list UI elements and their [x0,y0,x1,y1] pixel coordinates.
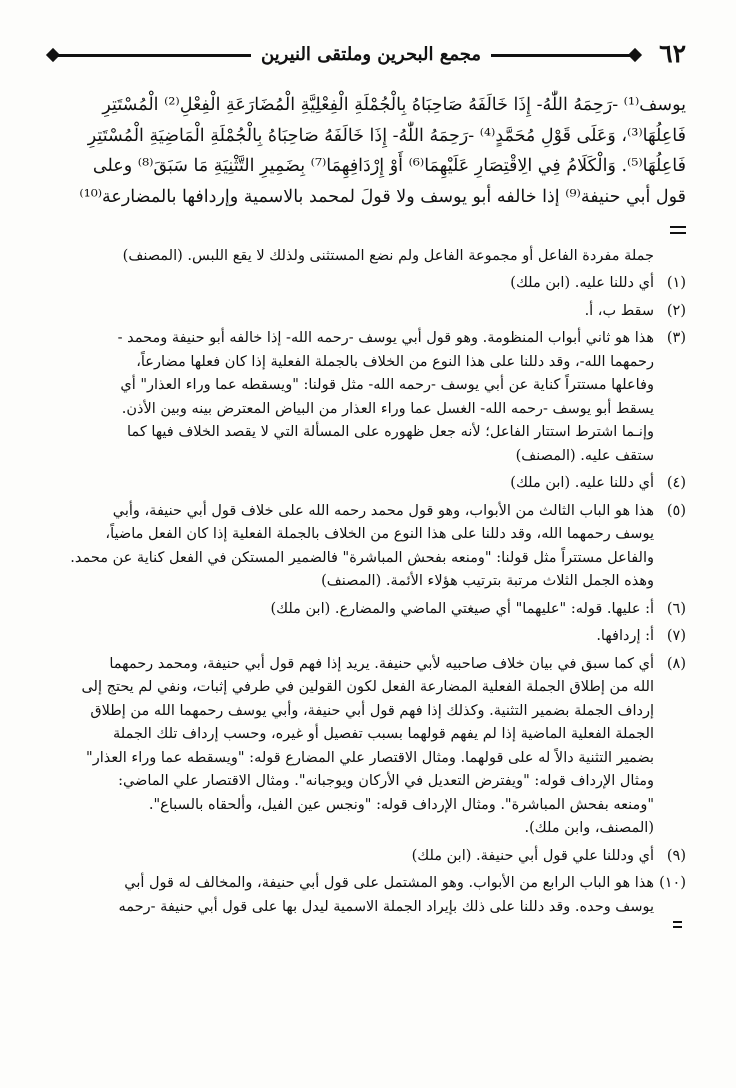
footnote-line: سقط ب، أ. [584,302,654,319]
main-text-line: يوسف⁽¹⁾ -رَحِمَهُ اللّٰهُ- إِذَا خَالَفَهُ صَاحِبَاهُ بِالْجُمْلَةِ الْفِعْلِيَّةِ الْمُضَارَعَةِ الْفِعْلِ⁽²⁾ الْمُسْتَتِرِ [102,95,686,115]
footnote-line: أي دللنا عليه. (ابن ملك) [510,475,654,491]
footnote-body [50,300,654,324]
footnote-line: يوسف وحده. وقد دللنا على ذلك بإيراد الجملة الاسمية ليدل بها على قول أبي حنيفة -رحمه [118,898,654,915]
footnote-number: (١) [666,275,686,291]
footnote-number: (٧) [666,628,686,644]
footnote-body [50,872,654,919]
page-number: ٦٢ [659,39,686,68]
main-text-line: قول أبي حنيفة⁽⁹⁾ إذا خالفه أبو يوسف ولا قولَ لمحمد بالاسمية وإردافها بالمضارعة⁽¹⁰⁾ [79,186,686,207]
footnote-body [50,625,654,649]
footnote-number: (٤) [666,475,686,491]
footnote [50,872,686,919]
footnote-line: وهذه الجمل الثلاث مرتبة بترتيب هؤلاء الأئمة. (المصنف) [321,573,654,589]
footnote-number: (٦) [666,600,686,617]
footnote-line: رحمهما الله-، وقد دللنا على هذا النوع من الخلاف بالجملة الفعلية إذا كان فعلها مضارعاً، [136,353,654,370]
footnote-line: هذا هو الباب الثالث من الأبواب، وهو قول محمد رحمه الله على خلاف قول أبي حنيفة، وأبي [112,502,654,519]
footnotes [50,244,686,919]
footnote-number: (١٠) [659,875,686,891]
main-text-line: فَاعِلُهَا⁽³⁾، وَعَلَى قَوْلِ مُحَمَّدٍ⁽⁴⁾ -رَحِمَهُ اللّٰهُ- إِذَا خَالَفَهُ صَاحِبَاهُ بِالْجُمْلَةِ الْمَاضِيَةِ الْمُسْتَتِرِ [87,125,686,146]
footnote-line: هذا هو ثاني أبواب المنظومة. وهو قول أبي يوسف -رحمه الله- إذا خالفه أبو حنيفة ومحمد - [117,330,654,346]
footnote-line: "ومنعه بفحش المباشرة". ومثال الإرداف قوله: "ونجس عين الفيل، وألحقاه بالسباع". [148,796,654,813]
footnote-line: (المصنف، وابن ملك). [524,820,654,836]
footnote-list [50,272,686,919]
footnote-body [50,472,654,496]
footnote-line: إرداف الجملة بضمير التثنية. وكذلك إذا فهم قول أبي حنيفة، وأبي يوسف رحمهما الله من إطلاق [90,702,654,719]
footnote-number: (٣) [666,330,686,346]
footnote-line: وإنـما اشترط استتار الفاعل؛ لأنه جعل ظهوره على المسألة التي لا يقصد الخلاف فيها كما [127,424,654,440]
footnote-line: وفاعلها مستتراً كناية عن أبي يوسف -رحمه الله- مثل قولنا: "ويسقطه عما وراء العذار" أي [120,377,654,393]
footnote-line: أي ودللنا علي قول أبي حنيفة. (ابن ملك) [411,847,654,864]
footnote [50,300,686,324]
diamond-ornament-left [46,48,60,62]
separator-line-top [670,226,686,228]
footnote-continuation [50,244,686,268]
continuation-mark-line [673,926,682,928]
footnote [50,500,686,594]
footnote-body [50,327,654,468]
footnote-line: أي كما سبق في بيان خلاف صاحبيه لأبي حنيفة. يريد إذا فهم قول أبي حنيفة، ومحمد رحمهما [109,655,654,672]
footnote-line: هذا هو الباب الرابع من الأبواب. وهو المشتمل على قول أبي حنيفة، والمخالف له قول أبي [124,875,654,891]
footnote-line: أي دللنا عليه. (ابن ملك) [510,275,654,291]
footnote-number: (٩) [666,847,686,864]
footnote-line: ومثال الإرداف قوله: "ويفترض التعديل في الأركان ويوجبانه". ومثال الاقتصار علي الماضي: [118,773,654,789]
footnote-line: الجملة الفعلية الماضية إذا لم يفهم قولهما بسبب تفصيل أو غيره، وحسب إرداف تلك الجملة [113,726,654,742]
footnote [50,272,686,296]
diamond-ornament-right [628,48,642,62]
footnote [50,845,686,869]
footnote [50,598,686,622]
footnote-line: ستقف عليه. (المصنف) [515,447,654,464]
footnote-number: (٢) [666,302,686,319]
footnote-body [50,845,654,869]
footnote-number: (٨) [666,655,686,672]
footnote-line: بضمير التثنية دالاً له على قولهما. ومثال الاقتصار علي المضارع قوله: "ويسقطه عما وراء العذار" [86,749,654,766]
continuation-mark [50,919,686,929]
footnote-line: الله من إطلاق الجملة الفعلية المضارعة الفعل لكون القولين في طرفي إثبات، ونفي لم يحتج إلى [81,679,654,695]
footnote-line: والفاعل مستتراً مثل قولنا: "ومنعه بفحش المباشرة" فالضمير المستكن في الفعل كناية عن محمد. [70,549,654,566]
footnote-line: يوسف رحمهما الله، وقد دللنا على هذا النوع من الخلاف بالجملة الفعلية إذا كان الفعل ماضياً، [105,526,654,542]
footnote-body [50,272,654,296]
continuation-mark-line [673,921,682,923]
footnote-separator [50,222,686,240]
footnote-body [50,598,654,622]
footnote-number: (٥) [666,502,686,519]
page-header [50,40,686,74]
footnote-continuation-line: جملة مفردة الفاعل أو مجموعة الفاعل ولم نضع المستثنى ولذلك لا يقع اللبس. (المصنف) [122,248,654,264]
footnote [50,472,686,496]
footnote-line: أ: إردافها. [596,628,654,644]
main-text-line: فَاعِلُهَا⁽⁵⁾. وَالْكَلَامُ فِي الِاقْتِصَارِ عَلَيْهِمَا⁽⁶⁾ أَوْ إِرْدَافِهِمَا⁽⁷⁾ بِضَمِيرِ التَّثْنِيَةِ مَا سَبَقَ⁽⁸⁾ وعلى [92,156,686,176]
footnote-line: يسقط أبو يوسف -رحمه الله- الغسل عما وراء العذار من البياض المعترض بينه وبين الأذن. [121,400,654,417]
main-text [50,90,686,212]
footnote [50,327,686,468]
footnote-body [50,500,654,594]
separator-line-bottom [670,232,686,234]
footnote [50,653,686,841]
footnote [50,625,686,649]
footnote-body [50,653,654,841]
running-title: مجمع البحرين وملتقى النيرين [251,43,491,67]
footnote-line: أ: عليها. قوله: "عليهما" أي صيغتي الماضي والمضارع. (ابن ملك) [270,600,654,617]
